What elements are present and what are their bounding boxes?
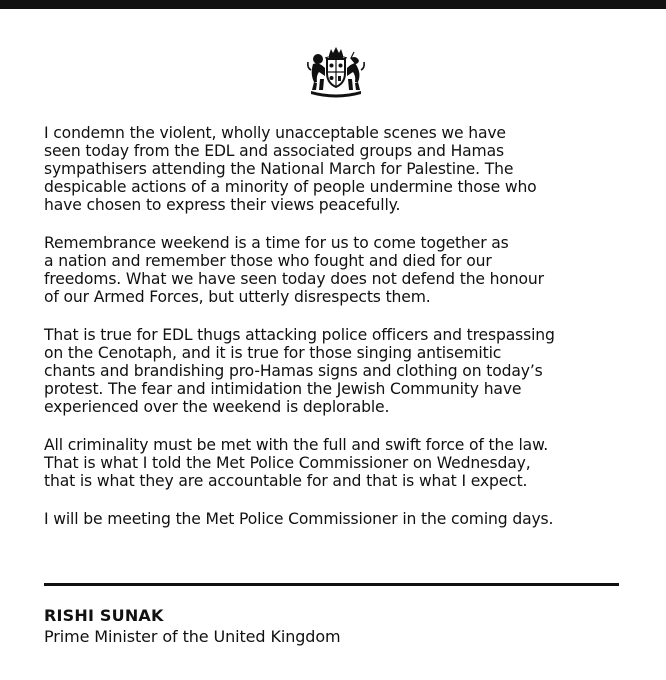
statement-line: despicable actions of a minority of people undermine those who — [44, 178, 537, 196]
statement-line: that is what they are accountable for and that is what I expect. — [44, 472, 528, 490]
statement-paragraph — [44, 124, 644, 214]
statement-paragraph — [44, 234, 644, 306]
top-black-bar — [0, 0, 666, 9]
statement-line: of our Armed Forces, but utterly disrespects them. — [44, 288, 431, 306]
signer-name: RISHI SUNAK — [44, 606, 164, 625]
statement-line: seen today from the EDL and associated groups and Hamas — [44, 142, 504, 160]
royal-coat-of-arms-icon — [305, 46, 367, 98]
statement-line: sympathisers attending the National March for Palestine. The — [44, 160, 514, 178]
statement-line: have chosen to express their views peacefully. — [44, 196, 401, 214]
statement-line: Remembrance weekend is a time for us to come together as — [44, 234, 509, 252]
statement-line: That is true for EDL thugs attacking police officers and trespassing — [44, 326, 555, 344]
statement-line: chants and brandishing pro-Hamas signs and clothing on today’s — [44, 362, 543, 380]
signer-title: Prime Minister of the United Kingdom — [44, 627, 341, 646]
statement-paragraph — [44, 326, 644, 416]
statement-line: on the Cenotaph, and it is true for those singing antisemitic — [44, 344, 502, 362]
statement-line: I condemn the violent, wholly unacceptable scenes we have — [44, 124, 506, 142]
statement-line: All criminality must be met with the full and swift force of the law. — [44, 436, 549, 454]
statement-line: a nation and remember those who fought and died for our — [44, 252, 492, 270]
statement-paragraph — [44, 436, 644, 490]
statement-body — [44, 124, 644, 548]
statement-line: I will be meeting the Met Police Commissioner in the coming days. — [44, 510, 554, 528]
statement-paragraph — [44, 510, 644, 528]
signature-divider — [44, 583, 619, 586]
statement-line: freedoms. What we have seen today does not defend the honour — [44, 270, 544, 288]
statement-line: protest. The fear and intimidation the Jewish Community have — [44, 380, 522, 398]
statement-line: experienced over the weekend is deplorable. — [44, 398, 390, 416]
statement-line: That is what I told the Met Police Commissioner on Wednesday, — [44, 454, 531, 472]
